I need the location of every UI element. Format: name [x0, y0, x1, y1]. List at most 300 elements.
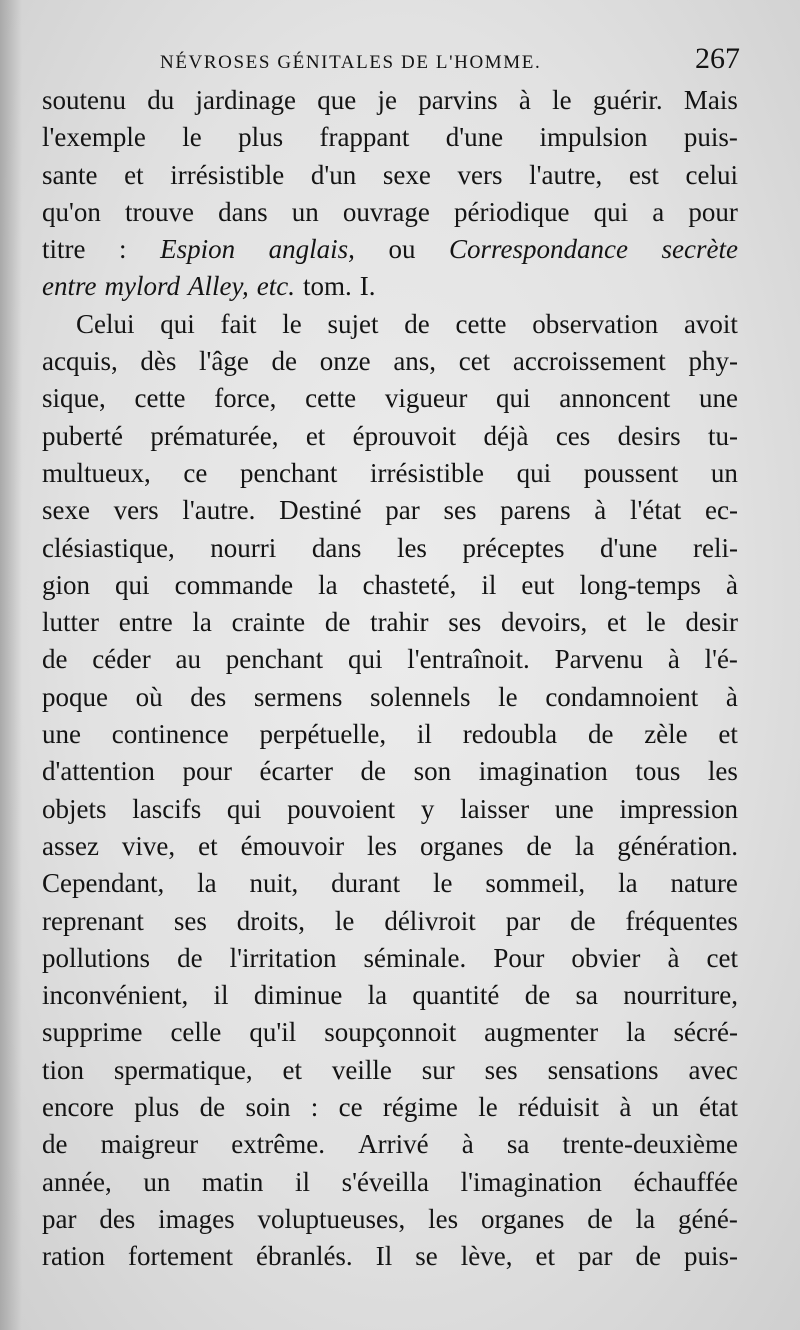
text-line [42, 1238, 738, 1275]
word: de [42, 644, 68, 675]
word: de [526, 830, 552, 861]
text-line [42, 492, 738, 529]
word: a [652, 196, 665, 227]
word: accroissement [512, 346, 666, 377]
word: de [199, 1092, 226, 1123]
word: dès [140, 346, 177, 377]
word: l'état [629, 495, 682, 526]
word: augmenter [484, 1017, 599, 1048]
word: tu- [708, 420, 738, 451]
word: par [578, 1241, 613, 1272]
word: à [667, 644, 680, 675]
text-line [42, 865, 738, 902]
word: les [396, 532, 427, 563]
word: ce [183, 457, 208, 488]
word: sa [506, 1129, 530, 1160]
word: vive, [121, 830, 176, 861]
word: I. [359, 271, 376, 302]
word: tion [42, 1054, 85, 1085]
text-line [42, 157, 738, 194]
word: redoubla [462, 719, 558, 750]
word: à [461, 1129, 474, 1160]
word: sensations [547, 1054, 659, 1085]
word: et [282, 1054, 303, 1085]
italic-word: Correspondance [449, 234, 628, 265]
word: il [416, 719, 432, 750]
word: pour [688, 196, 738, 227]
text-line [42, 1014, 738, 1051]
word: et [198, 830, 218, 861]
word: et [718, 719, 738, 750]
text-line [42, 343, 738, 380]
word: qui [496, 383, 531, 414]
word: la [318, 569, 338, 600]
running-title: NÉVROSES GÉNITALES DE L'HOMME. [160, 52, 542, 73]
word: à [725, 569, 738, 600]
word: matin [201, 1166, 264, 1197]
word: de [570, 905, 596, 936]
word: celui [685, 159, 738, 190]
word: pouvoient [287, 793, 396, 824]
word: échauffée [633, 1166, 738, 1197]
word: le [646, 607, 666, 638]
word: trente-deuxième [562, 1129, 738, 1160]
word: reprenant [42, 905, 144, 936]
word: voluptueuses, [257, 1203, 406, 1234]
word: séminale. [363, 942, 467, 973]
word: l'imagination [460, 1166, 602, 1197]
word: le [433, 868, 453, 899]
word: titre [42, 234, 86, 265]
word: Destiné [279, 495, 362, 526]
word: maigreur [100, 1129, 199, 1160]
word: qui [160, 308, 195, 339]
text-line [42, 119, 738, 156]
word: solennels [370, 681, 471, 712]
word: d'une [445, 122, 504, 153]
word: cette [455, 308, 507, 339]
text-line [42, 977, 738, 1014]
word: poque [42, 681, 108, 712]
word: commande [174, 569, 294, 600]
word: irrésistible [370, 457, 485, 488]
text-line [42, 82, 738, 119]
word: périodique [454, 196, 570, 227]
word: l'exemple [42, 122, 146, 153]
word: la [192, 607, 212, 638]
word: guérir. [592, 85, 663, 115]
word: plus [238, 122, 284, 153]
italic-word: Espion [160, 234, 236, 265]
word: zèle [644, 719, 688, 750]
word: l'é- [704, 644, 738, 675]
word: le [334, 905, 355, 936]
word: ses [448, 607, 482, 638]
word: il [481, 569, 497, 600]
word: de [635, 1241, 661, 1272]
word: une [698, 383, 738, 414]
word: éprouvoit [352, 420, 457, 451]
word: écarter [259, 756, 333, 787]
word: ration [42, 1241, 105, 1272]
word: la [367, 980, 388, 1011]
word: il [295, 1166, 311, 1197]
text-line [42, 828, 738, 865]
word: impression [619, 793, 738, 824]
word: ces [555, 420, 591, 451]
word: durant [331, 868, 401, 899]
text-line [42, 530, 738, 567]
word: desir [685, 607, 738, 638]
word: continence [111, 719, 229, 750]
word: de [324, 607, 351, 638]
word: qu'il [249, 1017, 297, 1048]
page-header [160, 42, 740, 82]
word: laisser [460, 793, 530, 824]
text-line [42, 306, 738, 343]
word: le [498, 681, 518, 712]
word: dans [311, 532, 362, 563]
word: annoncent [559, 383, 671, 414]
italic-word: Alley, [187, 271, 249, 302]
word: des [190, 681, 227, 712]
word: entre [118, 607, 173, 638]
word: cet [706, 942, 738, 973]
word: des [99, 1203, 136, 1234]
word: à [594, 495, 607, 526]
word: le [282, 308, 302, 339]
word: imagination [478, 756, 608, 787]
word: état [699, 1092, 738, 1123]
word: de [587, 719, 614, 750]
word: ses [173, 905, 207, 936]
word: où [135, 681, 163, 712]
word: et [535, 1241, 555, 1272]
word: tous [635, 756, 681, 787]
word: devoirs, [501, 607, 588, 638]
word: lève, [460, 1241, 513, 1272]
page-edge-shadow [0, 0, 22, 1330]
word: par [42, 1203, 77, 1234]
word: cette [134, 383, 186, 414]
word: fréquentes [625, 905, 738, 936]
word: puis- [683, 122, 738, 153]
word: force, [214, 383, 277, 414]
word: la [574, 830, 595, 861]
text-line [42, 903, 738, 940]
text-line [42, 455, 738, 492]
word: année, [42, 1166, 112, 1197]
word: prématurée, [150, 420, 279, 451]
word: à [518, 85, 531, 115]
word: les [707, 756, 738, 787]
word: encore [42, 1092, 114, 1123]
word: puis- [684, 1241, 738, 1272]
word: long-temps [579, 569, 701, 600]
word: acquis, [42, 346, 118, 377]
word: d'un [310, 159, 357, 190]
word: sujet [327, 308, 379, 339]
word: Pour [493, 942, 545, 973]
text-line [42, 753, 738, 790]
word: Mais [683, 85, 738, 115]
word: inconvénient, [42, 980, 189, 1011]
word: la [635, 1203, 656, 1234]
word: l'entraînoit. [407, 644, 530, 675]
word: images [158, 1203, 235, 1234]
word: parvins [418, 85, 498, 115]
word: à [619, 1092, 632, 1123]
word: émouvoir [240, 830, 345, 861]
word: soutenu [42, 85, 126, 115]
word: ouvrage [342, 196, 430, 227]
word: ses [484, 1054, 518, 1085]
word: par [505, 905, 541, 936]
word: lascifs [132, 793, 202, 824]
word: phy- [688, 346, 738, 377]
word: avoit [683, 308, 738, 339]
word: de [524, 980, 551, 1011]
word: qui [115, 569, 150, 600]
word: de [42, 1129, 68, 1160]
word: : [310, 1092, 319, 1123]
word: nourriture, [623, 980, 738, 1011]
word: réduisit [518, 1092, 600, 1123]
word: se [415, 1241, 438, 1272]
word: déjà [483, 420, 529, 451]
word: quantité [412, 980, 500, 1011]
word: et [606, 607, 627, 638]
word: de [177, 942, 203, 973]
word: cet [458, 346, 491, 377]
word: et [305, 420, 326, 451]
word: reli- [692, 532, 738, 563]
word: sommeil, [485, 868, 586, 899]
word: onze [319, 346, 371, 377]
text-line [42, 1126, 738, 1163]
word: le [182, 122, 202, 153]
word: frappant [319, 122, 410, 153]
word: je [377, 85, 397, 115]
word: objets [42, 793, 107, 824]
word: sante [42, 159, 98, 190]
word: observation [532, 308, 659, 339]
word: le [552, 85, 572, 115]
word: organes [419, 830, 504, 861]
word: fait [220, 308, 257, 339]
text-line [42, 679, 738, 716]
word: soin [245, 1092, 291, 1123]
text-line [42, 1164, 738, 1201]
word: un [651, 1092, 679, 1123]
word: d'attention [42, 756, 155, 787]
word: l'irritation [229, 942, 337, 973]
word: il [213, 980, 229, 1011]
word: que [317, 85, 357, 115]
word: sique, [42, 383, 106, 414]
page-number: 267 [695, 42, 740, 75]
text-line [42, 194, 738, 231]
word: l'autre, [529, 159, 603, 190]
word: la [626, 1017, 646, 1048]
word: trouve [125, 196, 194, 227]
word: qui [593, 196, 629, 227]
word: sécré- [673, 1017, 738, 1048]
word: fortement [128, 1241, 233, 1272]
italic-word: entre [42, 271, 97, 302]
word: veille [331, 1054, 392, 1085]
word: chasteté, [362, 569, 457, 600]
word: son [413, 756, 452, 787]
italic-word: anglais, [268, 234, 355, 265]
word: pollutions [42, 942, 151, 973]
word: y [420, 793, 435, 824]
word: du [147, 85, 175, 115]
word: le [478, 1092, 498, 1123]
text-line [42, 641, 738, 678]
word: Il [375, 1241, 393, 1272]
text-line [42, 791, 738, 828]
word: diminue [253, 980, 343, 1011]
word: nourri [210, 532, 277, 563]
word: et [124, 159, 144, 190]
word: desirs [617, 420, 681, 451]
word: clésiastique, [42, 532, 175, 563]
word: celle [170, 1017, 222, 1048]
word: un [291, 196, 319, 227]
text-line [42, 716, 738, 753]
word: penchant [239, 457, 338, 488]
word: vers [113, 495, 159, 526]
word: préceptes [462, 532, 565, 563]
word: par [385, 495, 420, 526]
word: vers [457, 159, 503, 190]
word: céder [92, 644, 151, 675]
word: irrésistible [170, 159, 285, 190]
word: obvier [571, 942, 641, 973]
word: Cependant, [42, 868, 165, 899]
word: qui [226, 793, 262, 824]
word: tom. [302, 271, 352, 302]
text-line [42, 418, 738, 455]
word: un [143, 1166, 171, 1197]
word: de [360, 756, 387, 787]
word: qu'on [42, 196, 101, 227]
word: l'âge [199, 346, 249, 377]
word: un [710, 457, 738, 488]
word: condamnoient [545, 681, 699, 712]
word: d'une [600, 532, 658, 563]
word: : [119, 234, 127, 265]
word: Parvenu [554, 644, 644, 675]
word: sexe [42, 495, 90, 526]
word: ses [443, 495, 477, 526]
word: cette [305, 383, 357, 414]
word: les [428, 1203, 459, 1234]
word: impulsion [539, 122, 648, 153]
word: crainte [231, 607, 306, 638]
word: au [175, 644, 201, 675]
word: assez [42, 830, 99, 861]
word: délivroit [384, 905, 476, 936]
word: de [404, 308, 430, 339]
word: vigueur [384, 383, 468, 414]
word: droits, [236, 905, 306, 936]
word: ce [338, 1092, 363, 1123]
word: l'autre. [182, 495, 256, 526]
text-line [42, 231, 738, 268]
word: géné- [677, 1203, 738, 1234]
word: trahir [370, 607, 429, 638]
word: plus [134, 1092, 180, 1123]
word: à [725, 681, 738, 712]
word: est [628, 159, 659, 190]
word: Celui [76, 308, 135, 339]
italic-word: mylord [104, 271, 180, 302]
body-text [42, 82, 738, 1276]
word: qui [347, 644, 383, 675]
word: pour [182, 756, 232, 787]
text-line [42, 1089, 738, 1126]
word: à [667, 942, 680, 973]
word: la [197, 868, 217, 899]
word: spermatique, [113, 1054, 253, 1085]
word: avec [688, 1054, 738, 1085]
word: les [367, 830, 398, 861]
text-line [42, 268, 738, 305]
word: génération. [617, 830, 738, 861]
word: lutter [42, 607, 99, 638]
text-line [42, 380, 738, 417]
word: nuit, [249, 868, 299, 899]
word: une [42, 719, 81, 750]
word: la [618, 868, 638, 899]
text-line [42, 604, 738, 641]
text-line [42, 940, 738, 977]
word: ans, [393, 346, 437, 377]
word: Arrivé [358, 1129, 429, 1160]
word: gion [42, 569, 91, 600]
word: s'éveilla [341, 1166, 429, 1197]
word: sur [421, 1054, 455, 1085]
word: jardinage [195, 85, 296, 115]
word: dans [218, 196, 268, 227]
word: eut [521, 569, 555, 600]
word: perpétuelle, [259, 719, 387, 750]
word: puberté [42, 420, 123, 451]
text-line [42, 567, 738, 604]
word: multueux, [42, 457, 151, 488]
word: extrême. [231, 1129, 325, 1160]
word: sermens [253, 681, 343, 712]
word: poussent [583, 457, 679, 488]
word: ec- [705, 495, 738, 526]
word: organes [480, 1203, 565, 1234]
word: parens [500, 495, 571, 526]
word: supprime [42, 1017, 143, 1048]
word: une [554, 793, 594, 824]
text-line [42, 1052, 738, 1089]
word: soupçonnoit [324, 1017, 457, 1048]
italic-word: etc. [256, 271, 295, 302]
text-line [42, 1201, 738, 1238]
word: ébranlés. [255, 1241, 353, 1272]
word: sa [575, 980, 598, 1011]
italic-word: secrète [661, 234, 738, 265]
word: qui [516, 457, 552, 488]
word: ou [388, 234, 416, 265]
word: sexe [382, 159, 431, 190]
